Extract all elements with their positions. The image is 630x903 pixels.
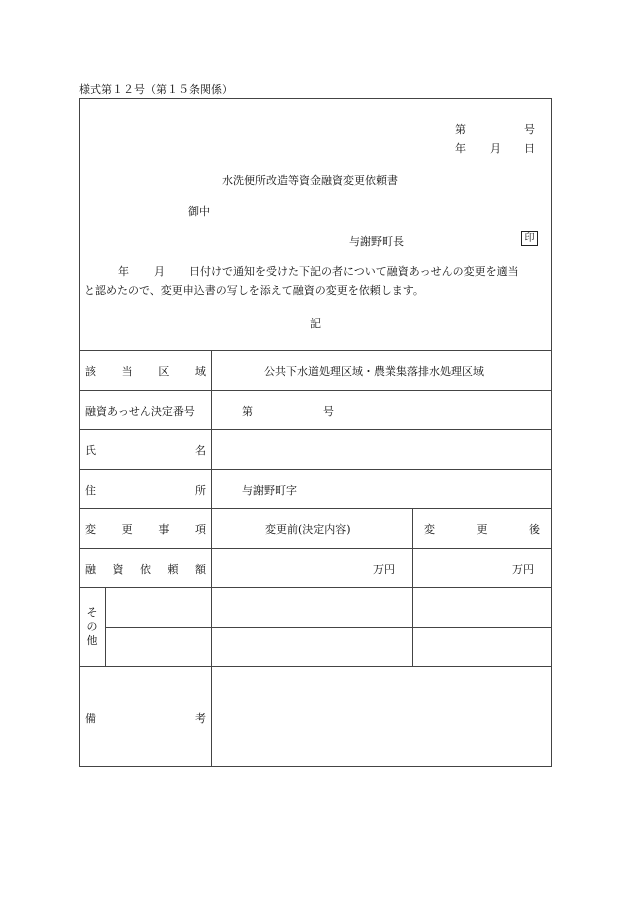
column-divider <box>412 508 413 666</box>
row-divider <box>79 429 552 430</box>
date-year: 年 <box>455 142 466 155</box>
form-number: 様式第１２号（第１５条関係） <box>79 83 233 96</box>
body-line1-text: 日付けで通知を受けた下記の者について融資あっせんの変更を適当 <box>189 265 519 278</box>
row-divider <box>79 350 552 351</box>
document-title: 水洗便所改造等資金融資変更依頼書 <box>222 174 398 187</box>
address-value: 与謝野町字 <box>242 484 297 497</box>
number-prefix: 第 <box>455 123 466 136</box>
date-month: 月 <box>490 142 501 155</box>
address-label: 住 所 <box>85 484 206 497</box>
change-items-label: 変 更 事 項 <box>85 523 206 536</box>
body-line2: と認めたので、変更申込書の写しを添えて融資の変更を依頼します。 <box>84 284 424 297</box>
column-divider <box>211 350 212 767</box>
decision-number-label: 融資あっせん決定番号 <box>85 405 195 418</box>
after-amount-unit: 万円 <box>512 563 534 576</box>
row-divider <box>79 587 552 588</box>
loan-amount-label: 融 資 依 頼 額 <box>85 563 206 576</box>
body-month: 月 <box>154 265 165 278</box>
decision-number-prefix: 第 <box>242 405 253 418</box>
row-divider <box>79 508 552 509</box>
row-divider <box>79 390 552 391</box>
other-label: そ の 他 <box>86 606 98 647</box>
date-day: 日 <box>524 142 535 155</box>
column-divider <box>105 587 106 666</box>
ki-label: 記 <box>310 317 321 330</box>
area-label: 該 当 区 域 <box>85 365 206 378</box>
after-change-header: 変 更 後 <box>424 523 540 536</box>
area-value: 公共下水道処理区域・農業集落排水処理区域 <box>264 365 484 378</box>
seal-mark: 印 <box>521 231 538 246</box>
before-change-header: 変更前(決定内容) <box>265 523 351 536</box>
before-amount-unit: 万円 <box>373 563 395 576</box>
row-divider <box>79 666 552 667</box>
remarks-label: 備 考 <box>85 712 206 725</box>
row-divider <box>79 469 552 470</box>
sender: 与謝野町長 <box>349 235 404 248</box>
name-label: 氏 名 <box>85 444 206 457</box>
number-suffix: 号 <box>524 123 535 136</box>
row-divider <box>79 548 552 549</box>
row-divider <box>105 627 552 628</box>
decision-number-suffix: 号 <box>323 405 334 418</box>
recipient: 御中 <box>188 205 210 218</box>
body-year: 年 <box>118 265 129 278</box>
